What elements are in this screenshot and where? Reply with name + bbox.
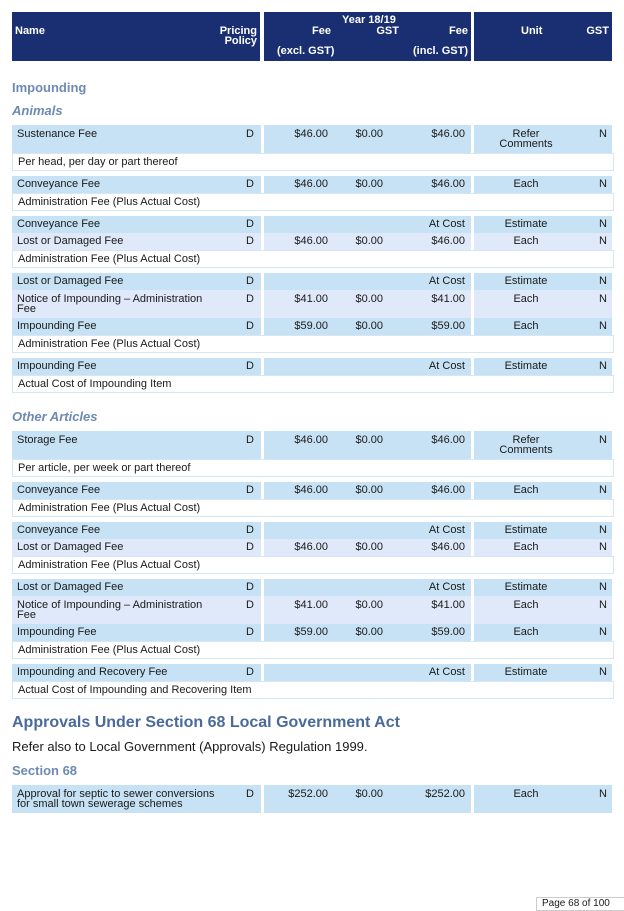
fee-excl-gst: $46.00 [294,128,328,140]
pricing-policy: D [246,788,254,800]
gst-amount: $0.00 [355,484,383,496]
header-year-column [264,12,471,61]
pricing-policy: D [246,524,254,536]
pricing-policy: D [246,178,254,190]
header-year: Year 18/19 [342,14,396,26]
fee-name: Sustenance Fee [17,128,98,140]
table-row [12,318,612,335]
pricing-policy: D [246,128,254,140]
table-row [12,482,612,499]
gst-flag: N [599,581,607,593]
fee-name: Impounding Fee [17,320,97,332]
fee-name: Conveyance Fee [17,524,101,536]
unit: Each [513,178,539,190]
table-row [12,176,612,193]
pricing-policy: D [246,218,254,230]
gst-flag: N [599,599,607,611]
fee-incl-gst: $41.00 [431,599,465,611]
fee-name: Notice of Impounding – Administration [17,293,203,305]
fee-incl-gst: $46.00 [431,235,465,247]
row-note [12,556,614,574]
table-row [12,358,612,375]
page-number: Page 68 of 100 [536,897,624,911]
subsection-section-68: Section 68 [12,763,78,778]
gst-flag: N [599,360,607,372]
pricing-policy: D [246,599,254,611]
note-text: Administration Fee (Plus Actual Cost) [18,338,201,350]
row-note [12,681,614,699]
row-note [12,250,614,268]
unit: Estimate [504,524,548,536]
pricing-policy: D [246,293,254,305]
gst-flag: N [599,626,607,638]
fee-incl-gst: $252.00 [425,788,465,800]
fee-name: Lost or Damaged Fee [17,541,124,553]
pricing-policy: D [246,541,254,553]
note-text: Per article, per week or part thereof [18,462,191,474]
fee-name: Lost or Damaged Fee [17,235,124,247]
gst-amount: $0.00 [355,434,383,446]
gst-amount: $0.00 [355,178,383,190]
row-note [12,375,614,393]
unit: Refer [512,128,540,140]
fee-name: Conveyance Fee [17,484,101,496]
table-row [12,290,612,318]
gst-amount: $0.00 [355,235,383,247]
gst-amount: $0.00 [355,599,383,611]
pricing-policy: D [246,434,254,446]
gst-flag: N [599,178,607,190]
pricing-policy: D [246,484,254,496]
unit: Each [513,788,539,800]
header-unit: Unit [521,25,543,37]
table-row [12,522,612,539]
pricing-policy: D [246,275,254,287]
unit: Estimate [504,360,548,372]
header-gst-flag: GST [586,25,609,37]
note-text: Administration Fee (Plus Actual Cost) [18,559,201,571]
header-name-column [12,12,260,61]
fee-incl-gst: $41.00 [431,293,465,305]
gst-flag: N [599,293,607,305]
gst-flag: N [599,128,607,140]
header-fee-incl: Fee [449,25,468,37]
fee-incl-gst: $46.00 [431,434,465,446]
header-fee: Fee [312,25,331,37]
unit: Estimate [504,666,548,678]
table-row [12,785,612,813]
gst-flag: N [599,666,607,678]
fee-excl-gst: $59.00 [294,320,328,332]
table-row [12,539,612,556]
row-note [12,641,614,659]
gst-amount: $0.00 [355,293,383,305]
gst-flag: N [599,484,607,496]
pricing-policy: D [246,320,254,332]
gst-amount: $0.00 [355,320,383,332]
fee-excl-gst: $41.00 [294,293,328,305]
unit: Each [513,235,539,247]
row-note [12,193,614,211]
gst-amount: $0.00 [355,788,383,800]
gst-flag: N [599,541,607,553]
note-text: Administration Fee (Plus Actual Cost) [18,644,201,656]
gst-flag: N [599,235,607,247]
fee-incl-gst: $59.00 [431,320,465,332]
fee-name: Impounding and Recovery Fee [17,666,168,678]
unit: Estimate [504,275,548,287]
header-name: Name [15,25,45,37]
subsection-animals: Animals [12,103,63,118]
unit: Estimate [504,218,548,230]
row-note [12,335,614,353]
fee-name: Approval for septic to sewer conversions [17,788,215,800]
header-incl-gst: (incl. GST) [413,45,468,57]
fee-name: Lost or Damaged Fee [17,581,124,593]
unit: Each [513,484,539,496]
header-unit-column [474,12,612,61]
fee-name: Conveyance Fee [17,218,101,230]
header-pricing: Pricing [219,25,257,37]
fee-incl-gst: $59.00 [431,626,465,638]
header-policy: Policy [224,35,257,47]
fee-name: Notice of Impounding – Administration [17,599,203,611]
pricing-policy: D [246,581,254,593]
gst-flag: N [599,275,607,287]
note-text: Actual Cost of Impounding and Recovering Item [18,684,252,696]
pricing-policy: D [246,666,254,678]
gst-amount: $0.00 [355,128,383,140]
header-gst: GST [376,25,399,37]
gst-flag: N [599,434,607,446]
note-text: Actual Cost of Impounding Item [18,378,172,390]
pricing-policy: D [246,235,254,247]
pricing-policy: D [246,626,254,638]
fee-incl-gst: $46.00 [431,178,465,190]
row-note [12,459,614,477]
gst-flag: N [599,218,607,230]
fee-incl-gst: At Cost [428,581,465,593]
table-row [12,664,612,681]
table-row [12,125,612,153]
fee-incl-gst: $46.00 [431,541,465,553]
note-text: Per head, per day or part thereof [18,156,178,168]
note-text: Administration Fee (Plus Actual Cost) [18,502,201,514]
section-approvals-heading: Approvals Under Section 68 Local Government Act [12,714,400,731]
section-impounding: Impounding [12,80,87,95]
table-row [12,596,612,624]
fee-excl-gst: $46.00 [294,484,328,496]
gst-amount: $0.00 [355,626,383,638]
unit: Each [513,599,539,611]
unit-line-2: Comments [499,444,553,456]
fee-name-line-2: for small town sewerage schemes [17,798,183,810]
row-note [12,499,614,517]
subsection-other-articles: Other Articles [12,409,98,424]
fee-name-line-2: Fee [17,303,36,315]
fee-name: Lost or Damaged Fee [17,275,124,287]
note-text: Administration Fee (Plus Actual Cost) [18,196,201,208]
refer-paragraph: Refer also to Local Government (Approvals) Regulation 1999. [12,739,368,754]
unit-line-2: Comments [499,138,553,150]
fee-incl-gst: At Cost [428,275,465,287]
row-note [12,153,614,171]
gst-flag: N [599,788,607,800]
fee-excl-gst: $46.00 [294,541,328,553]
fee-incl-gst: At Cost [428,360,465,372]
fee-name: Impounding Fee [17,360,97,372]
fee-incl-gst: At Cost [428,218,465,230]
fee-incl-gst: At Cost [428,524,465,536]
gst-flag: N [599,320,607,332]
fee-excl-gst: $46.00 [294,178,328,190]
fee-incl-gst: $46.00 [431,484,465,496]
note-text: Administration Fee (Plus Actual Cost) [18,253,201,265]
fee-excl-gst: $59.00 [294,626,328,638]
fee-name: Conveyance Fee [17,178,101,190]
unit: Each [513,626,539,638]
pricing-policy: D [246,360,254,372]
table-row [12,579,612,596]
table-row [12,216,612,233]
table-row [12,624,612,641]
fee-excl-gst: $252.00 [288,788,328,800]
unit: Refer [512,434,540,446]
table-row [12,233,612,250]
table-row [12,431,612,459]
unit: Each [513,320,539,332]
fee-excl-gst: $46.00 [294,434,328,446]
unit: Estimate [504,581,548,593]
fee-excl-gst: $41.00 [294,599,328,611]
table-row [12,273,612,290]
fee-excl-gst: $46.00 [294,235,328,247]
header-excl-gst: (excl. GST) [277,45,335,57]
unit: Each [513,541,539,553]
fee-incl-gst: At Cost [428,666,465,678]
fee-name-line-2: Fee [17,609,36,621]
fee-incl-gst: $46.00 [431,128,465,140]
gst-flag: N [599,524,607,536]
unit: Each [513,293,539,305]
fee-name: Storage Fee [17,434,78,446]
gst-amount: $0.00 [355,541,383,553]
fee-name: Impounding Fee [17,626,97,638]
